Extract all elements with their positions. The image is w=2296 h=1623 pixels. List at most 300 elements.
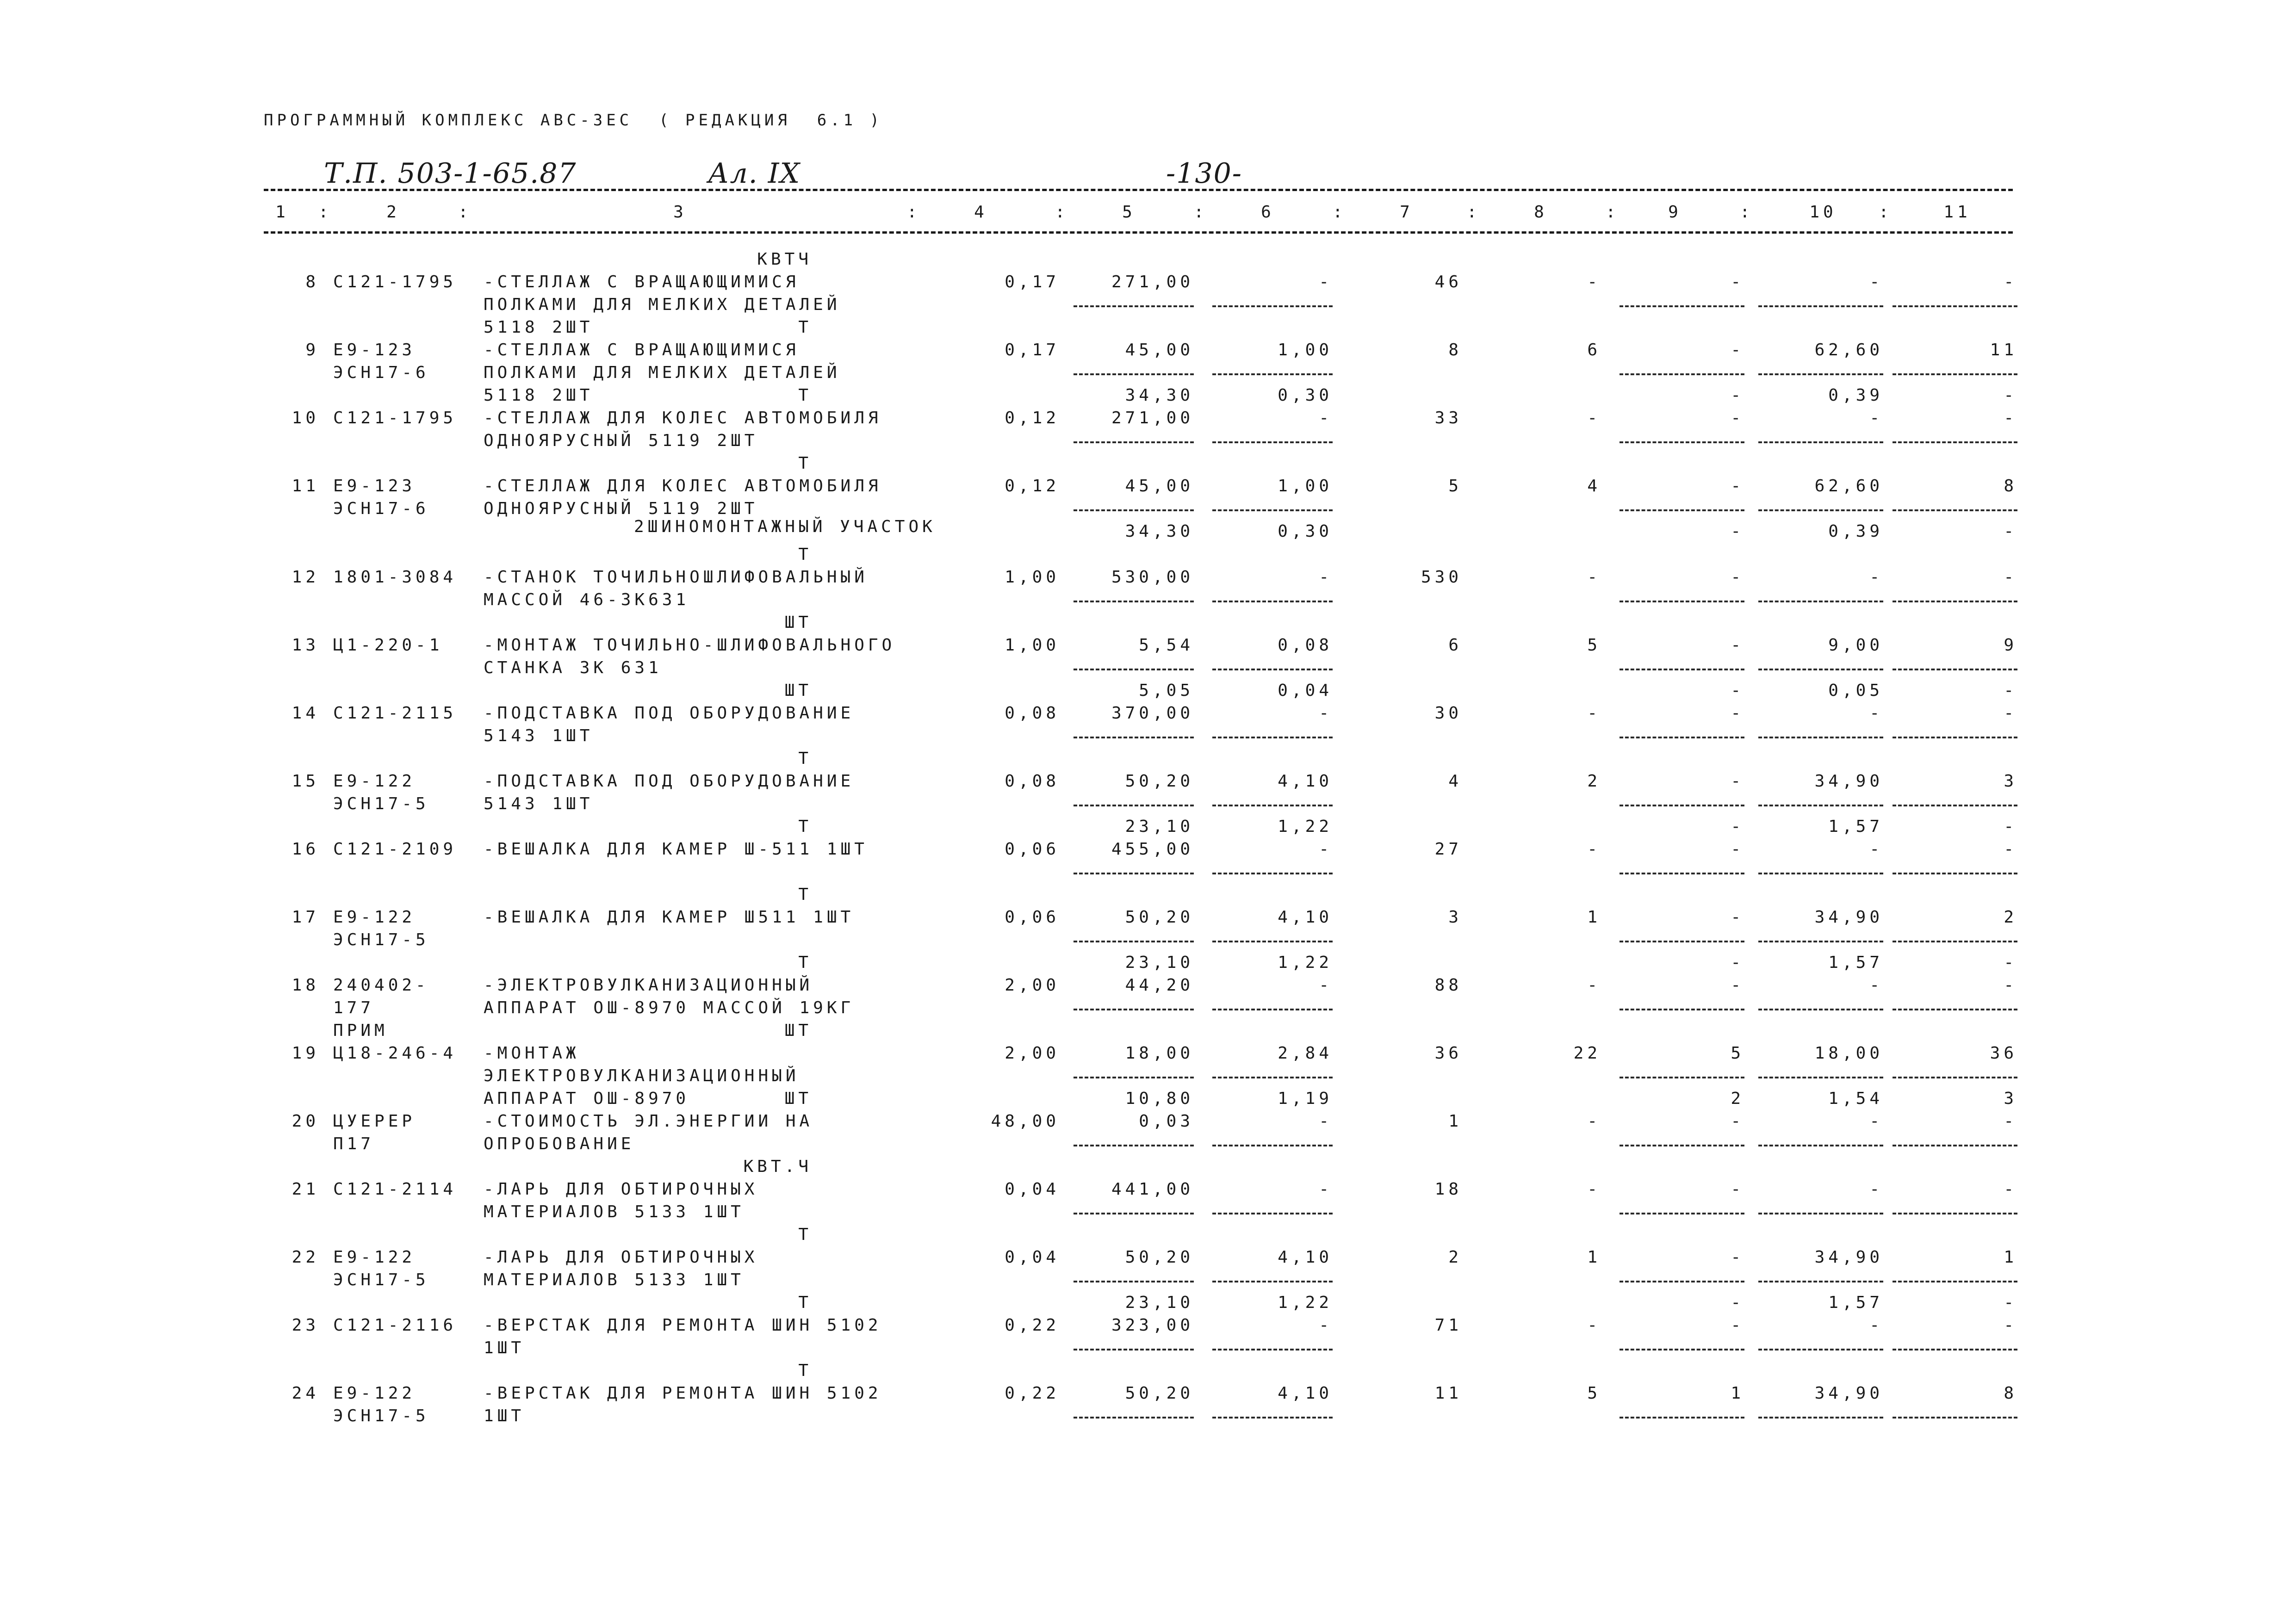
- value-c7: 88: [1434, 976, 1462, 995]
- value-c7: 2: [1448, 1248, 1462, 1267]
- value-c8: -: [1587, 704, 1601, 723]
- cell-divider: [1212, 601, 1333, 602]
- unit-label: Т: [798, 318, 812, 337]
- row-number: 12: [292, 568, 319, 587]
- value-c8: 1: [1587, 1248, 1601, 1267]
- column-separator: :: [1467, 203, 1481, 222]
- value-c10: 34,90: [1814, 1248, 1883, 1267]
- value-c5: 50,20: [1125, 772, 1194, 791]
- value-c11: -: [2004, 568, 2017, 587]
- cell-divider: [1212, 441, 1333, 443]
- item-description: ОДНОЯРУСНЫЙ 5119 2ШТ: [484, 499, 758, 518]
- resource-code: ЭСН17-5: [333, 930, 429, 949]
- item-description: АППАРАТ ОШ-8970 МАССОЙ 19КГ: [484, 998, 855, 1017]
- value-c6: -: [1319, 840, 1333, 859]
- value-c5: 271,00: [1111, 273, 1194, 291]
- header-bottom-rule: [264, 231, 2013, 234]
- column-separator: :: [1740, 203, 1754, 222]
- resource-code: ЭСН17-5: [333, 794, 429, 813]
- resource-code: С121-1795: [333, 273, 457, 291]
- cell-divider: [1074, 373, 1194, 375]
- value-c6: 2,84: [1278, 1044, 1333, 1063]
- cell-divider: [1212, 873, 1333, 874]
- quantity: 0,06: [1005, 908, 1060, 927]
- item-description: 5143 1ШТ: [484, 726, 594, 745]
- value-c8: 1: [1587, 908, 1601, 927]
- cell-divider: [1074, 1213, 1194, 1214]
- value-c5: 455,00: [1111, 840, 1194, 859]
- resource-code: 177: [333, 998, 375, 1017]
- page-number: -130-: [1166, 157, 1243, 190]
- item-description: -СТЕЛЛАЖ ДЛЯ КОЛЕС АВТОМОБИЛЯ: [484, 409, 882, 427]
- row-number: 17: [292, 908, 319, 927]
- unit-label: Т: [798, 386, 812, 405]
- value-c10-sub: 1,57: [1828, 817, 1883, 836]
- cell-divider: [1758, 737, 1883, 738]
- quantity: 1,00: [1005, 636, 1060, 655]
- value-c10-sub: 0,39: [1828, 522, 1883, 541]
- value-c10: -: [1869, 1316, 1883, 1335]
- cell-divider: [1758, 1349, 1883, 1350]
- column-number: 5: [1122, 203, 1136, 222]
- row-number: 14: [292, 704, 319, 723]
- value-c5-sub: 23,10: [1125, 1293, 1194, 1312]
- cell-divider: [1620, 601, 1744, 602]
- value-c9-sub: -: [1731, 1293, 1744, 1312]
- quantity: 48,00: [991, 1112, 1060, 1131]
- value-c5-sub: 23,10: [1125, 817, 1194, 836]
- cell-divider: [1074, 305, 1194, 307]
- cell-divider: [1212, 509, 1333, 511]
- column-separator: :: [1879, 203, 1893, 222]
- row-number: 8: [305, 273, 319, 291]
- resource-code: С121-2109: [333, 840, 457, 859]
- value-c11-sub: -: [2004, 522, 2017, 541]
- column-number: 2: [386, 203, 400, 222]
- value-c10: -: [1869, 1180, 1883, 1199]
- column-separator: :: [1055, 203, 1069, 222]
- cell-divider: [1620, 305, 1744, 307]
- item-description: АППАРАТ ОШ-8970: [484, 1089, 690, 1108]
- resource-code: С121-2114: [333, 1180, 457, 1199]
- row-number: 18: [292, 976, 319, 995]
- row-number: 22: [292, 1248, 319, 1267]
- value-c8: 5: [1587, 1384, 1601, 1403]
- value-c10: 34,90: [1814, 772, 1883, 791]
- cell-divider: [1620, 1417, 1744, 1419]
- value-c11: 2: [2004, 908, 2017, 927]
- value-c8: -: [1587, 273, 1601, 291]
- value-c11: 36: [1990, 1044, 2017, 1063]
- value-c5: 271,00: [1111, 409, 1194, 427]
- value-c6: -: [1319, 568, 1333, 587]
- cell-divider: [1758, 305, 1883, 307]
- value-c9: 5: [1731, 1044, 1744, 1063]
- quantity: 0,04: [1005, 1248, 1060, 1267]
- value-c8: -: [1587, 1112, 1601, 1131]
- resource-code: Ц1-220-1: [333, 636, 443, 655]
- value-c5-sub: 10,80: [1125, 1089, 1194, 1108]
- item-description: -СТОИМОСТЬ ЭЛ.ЭНЕРГИИ НА: [484, 1112, 813, 1131]
- value-c7: 30: [1434, 704, 1462, 723]
- quantity: 2,00: [1005, 976, 1060, 995]
- unit-label: Т: [798, 953, 812, 972]
- value-c10-sub: 0,05: [1828, 681, 1883, 700]
- cell-divider: [1893, 669, 2017, 670]
- value-c5: 45,00: [1125, 341, 1194, 359]
- cell-divider: [1758, 1009, 1883, 1010]
- item-description: СТАНКА 3К 631: [484, 658, 662, 677]
- resource-code: ЭСН17-6: [333, 499, 429, 518]
- value-c7: 3: [1448, 908, 1462, 927]
- cell-divider: [1620, 1145, 1744, 1146]
- value-c9: -: [1731, 1180, 1744, 1199]
- value-c9: -: [1731, 273, 1744, 291]
- cell-divider: [1893, 1281, 2017, 1282]
- value-c5: 50,20: [1125, 1384, 1194, 1403]
- value-c6: -: [1319, 1316, 1333, 1335]
- header-top-rule: [264, 189, 2013, 191]
- item-description: ПОЛКАМИ ДЛЯ МЕЛКИХ ДЕТАЛЕЙ: [484, 295, 841, 314]
- column-separator: :: [1194, 203, 1208, 222]
- value-c6-sub: 1,22: [1278, 1293, 1333, 1312]
- value-c7: 4: [1448, 772, 1462, 791]
- column-separator: :: [458, 203, 472, 222]
- cell-divider: [1074, 737, 1194, 738]
- value-c11-sub: -: [2004, 817, 2017, 836]
- value-c7: 36: [1434, 1044, 1462, 1063]
- row-number: 19: [292, 1044, 319, 1063]
- resource-code: ЭСН17-5: [333, 1406, 429, 1425]
- cell-divider: [1620, 873, 1744, 874]
- album-number: Ал. IX: [708, 157, 801, 190]
- value-c11-sub: -: [2004, 681, 2017, 700]
- unit-label: Т: [798, 749, 812, 768]
- column-separator: :: [907, 203, 921, 222]
- cell-divider: [1074, 669, 1194, 670]
- value-c5: 441,00: [1111, 1180, 1194, 1199]
- quantity: 0,22: [1005, 1316, 1060, 1335]
- value-c6: 4,10: [1278, 1248, 1333, 1267]
- unit-label: Т: [798, 1225, 812, 1244]
- cell-divider: [1893, 1009, 2017, 1010]
- value-c10-sub: 1,57: [1828, 953, 1883, 972]
- column-number: 7: [1400, 203, 1414, 222]
- value-c6-sub: 1,22: [1278, 953, 1333, 972]
- item-description: ОДНОЯРУСНЫЙ 5119 2ШТ: [484, 431, 758, 450]
- value-c7: 5: [1448, 477, 1462, 496]
- value-c7: 27: [1434, 840, 1462, 859]
- unit-label: Т: [798, 885, 812, 904]
- row-number: 9: [305, 341, 319, 359]
- value-c11-sub: -: [2004, 953, 2017, 972]
- item-description: -МОНТАЖ ТОЧИЛЬНО-ШЛИФОВАЛЬНОГО: [484, 636, 896, 655]
- item-description: -ЛАРЬ ДЛЯ ОБТИРОЧНЫХ: [484, 1248, 758, 1267]
- value-c11: -: [2004, 840, 2017, 859]
- cell-divider: [1893, 441, 2017, 443]
- row-number: 10: [292, 409, 319, 427]
- value-c5: 45,00: [1125, 477, 1194, 496]
- value-c6-sub: 0,30: [1278, 386, 1333, 405]
- unit-label: Т: [798, 454, 812, 473]
- item-description: 1ШТ: [484, 1338, 525, 1357]
- value-c10: -: [1869, 840, 1883, 859]
- cell-divider: [1620, 1213, 1744, 1214]
- value-c10: -: [1869, 568, 1883, 587]
- unit-label: Т: [798, 817, 812, 836]
- cell-divider: [1758, 1213, 1883, 1214]
- value-c10: -: [1869, 1112, 1883, 1131]
- value-c5: 18,00: [1125, 1044, 1194, 1063]
- document-code: Т.П. 503-1-65.87: [324, 157, 577, 190]
- value-c8: -: [1587, 840, 1601, 859]
- item-description: -СТЕЛЛАЖ ДЛЯ КОЛЕС АВТОМОБИЛЯ: [484, 477, 882, 496]
- cell-divider: [1212, 305, 1333, 307]
- cell-divider: [1074, 873, 1194, 874]
- cell-divider: [1212, 737, 1333, 738]
- cell-divider: [1212, 1145, 1333, 1146]
- row-number: 21: [292, 1180, 319, 1199]
- value-c11: 11: [1990, 341, 2017, 359]
- value-c8: -: [1587, 409, 1601, 427]
- cell-divider: [1212, 941, 1333, 942]
- value-c6: -: [1319, 704, 1333, 723]
- value-c8: -: [1587, 1180, 1601, 1199]
- unit-label: Т: [798, 545, 812, 564]
- value-c5-sub: 34,30: [1125, 386, 1194, 405]
- value-c8: 5: [1587, 636, 1601, 655]
- column-number: 11: [1943, 203, 1971, 222]
- cell-divider: [1620, 941, 1744, 942]
- item-description: ЭЛЕКТРОВУЛКАНИЗАЦИОННЫЙ: [484, 1066, 800, 1085]
- item-description: -МОНТАЖ: [484, 1044, 580, 1063]
- value-c11: 3: [2004, 772, 2017, 791]
- item-description: 1ШТ: [484, 1406, 525, 1425]
- cell-divider: [1620, 509, 1744, 511]
- value-c7: 33: [1434, 409, 1462, 427]
- value-c10: 18,00: [1814, 1044, 1883, 1063]
- cell-divider: [1893, 601, 2017, 602]
- cell-divider: [1893, 737, 2017, 738]
- column-separator: :: [318, 203, 332, 222]
- value-c6: 4,10: [1278, 908, 1333, 927]
- cell-divider: [1758, 805, 1883, 806]
- item-description: МАТЕРИАЛОВ 5133 1ШТ: [484, 1202, 745, 1221]
- cell-divider: [1620, 1077, 1744, 1078]
- value-c9-sub: -: [1731, 681, 1744, 700]
- cell-divider: [1074, 1417, 1194, 1419]
- cell-divider: [1893, 305, 2017, 307]
- quantity: 0,17: [1005, 341, 1060, 359]
- cell-divider: [1758, 1077, 1883, 1078]
- value-c5: 50,20: [1125, 908, 1194, 927]
- value-c5: 5,54: [1139, 636, 1194, 655]
- value-c11: 8: [2004, 477, 2017, 496]
- cell-divider: [1620, 737, 1744, 738]
- cell-divider: [1074, 1281, 1194, 1282]
- cell-divider: [1620, 669, 1744, 670]
- cell-divider: [1212, 669, 1333, 670]
- value-c10: -: [1869, 976, 1883, 995]
- item-description: -ЭЛЕКТРОВУЛКАНИЗАЦИОННЫЙ: [484, 976, 813, 995]
- value-c6: -: [1319, 1180, 1333, 1199]
- resource-code: Е9-122: [333, 772, 416, 791]
- value-c9: -: [1731, 477, 1744, 496]
- value-c9: -: [1731, 1248, 1744, 1267]
- row-number: 23: [292, 1316, 319, 1335]
- cell-divider: [1074, 1009, 1194, 1010]
- cell-divider: [1212, 1417, 1333, 1419]
- cell-divider: [1758, 601, 1883, 602]
- value-c11: -: [2004, 976, 2017, 995]
- cell-divider: [1758, 669, 1883, 670]
- value-c9-sub: -: [1731, 522, 1744, 541]
- item-description: -ЛАРЬ ДЛЯ ОБТИРОЧНЫХ: [484, 1180, 758, 1199]
- resource-code: ПРИМ: [333, 1021, 388, 1040]
- cell-divider: [1074, 941, 1194, 942]
- value-c11-sub: -: [2004, 1293, 2017, 1312]
- value-c11: -: [2004, 273, 2017, 291]
- item-description: 5118 2ШТ: [484, 318, 594, 337]
- value-c11: 1: [2004, 1248, 2017, 1267]
- value-c8: 6: [1587, 341, 1601, 359]
- cell-divider: [1893, 873, 2017, 874]
- column-separator: :: [1606, 203, 1620, 222]
- cell-divider: [1893, 1213, 2017, 1214]
- cell-divider: [1893, 1349, 2017, 1350]
- value-c11: 9: [2004, 636, 2017, 655]
- resource-code: ЭСН17-5: [333, 1270, 429, 1289]
- value-c9-sub: -: [1731, 817, 1744, 836]
- value-c5-sub: 5,05: [1139, 681, 1194, 700]
- cell-divider: [1758, 941, 1883, 942]
- value-c11-sub: 3: [2004, 1089, 2017, 1108]
- value-c8: 22: [1573, 1044, 1601, 1063]
- value-c9: -: [1731, 568, 1744, 587]
- item-description: -СТЕЛЛАЖ С ВРАЩАЮЩИМИСЯ: [484, 341, 800, 359]
- resource-code: С121-1795: [333, 409, 457, 427]
- value-c6-sub: 0,30: [1278, 522, 1333, 541]
- value-c6: -: [1319, 976, 1333, 995]
- resource-code: Е9-123: [333, 341, 416, 359]
- row-number: 13: [292, 636, 319, 655]
- value-c7: 18: [1434, 1180, 1462, 1199]
- section-title: 2ШИНОМОНТАЖНЫЙ УЧАСТОК: [634, 517, 936, 536]
- quantity: 0,22: [1005, 1384, 1060, 1403]
- resource-code: Ц18-246-4: [333, 1044, 457, 1063]
- quantity: 0,06: [1005, 840, 1060, 859]
- value-c5-sub: 34,30: [1125, 522, 1194, 541]
- cell-divider: [1074, 1145, 1194, 1146]
- value-c6: -: [1319, 273, 1333, 291]
- cell-divider: [1212, 1281, 1333, 1282]
- column-number: 6: [1261, 203, 1275, 222]
- value-c11: -: [2004, 409, 2017, 427]
- cell-divider: [1074, 805, 1194, 806]
- value-c5: 0,03: [1139, 1112, 1194, 1131]
- value-c6-sub: 1,22: [1278, 817, 1333, 836]
- cell-divider: [1074, 441, 1194, 443]
- resource-code: Е9-122: [333, 908, 416, 927]
- column-number: 10: [1809, 203, 1837, 222]
- cell-divider: [1893, 509, 2017, 511]
- item-description: ПОЛКАМИ ДЛЯ МЕЛКИХ ДЕТАЛЕЙ: [484, 363, 841, 382]
- resource-code: Е9-123: [333, 477, 416, 496]
- cell-divider: [1620, 373, 1744, 375]
- cell-divider: [1212, 373, 1333, 375]
- cell-divider: [1074, 1077, 1194, 1078]
- cell-divider: [1620, 805, 1744, 806]
- value-c9: -: [1731, 1316, 1744, 1335]
- resource-code: Е9-122: [333, 1248, 416, 1267]
- value-c9: -: [1731, 704, 1744, 723]
- cell-divider: [1758, 373, 1883, 375]
- cell-divider: [1758, 1281, 1883, 1282]
- resource-code: ЭСН17-6: [333, 363, 429, 382]
- value-c9: -: [1731, 976, 1744, 995]
- column-number: 8: [1534, 203, 1548, 222]
- value-c10: 34,90: [1814, 1384, 1883, 1403]
- item-description: ОПРОБОВАНИЕ: [484, 1134, 635, 1153]
- value-c10-sub: 1,54: [1828, 1089, 1883, 1108]
- cell-divider: [1758, 873, 1883, 874]
- value-c10-sub: 0,39: [1828, 386, 1883, 405]
- item-description: 5143 1ШТ: [484, 794, 594, 813]
- row-number: 20: [292, 1112, 319, 1131]
- value-c10: -: [1869, 704, 1883, 723]
- value-c9: -: [1731, 409, 1744, 427]
- value-c9-sub: 2: [1731, 1089, 1744, 1108]
- value-c8: -: [1587, 568, 1601, 587]
- cell-divider: [1212, 1349, 1333, 1350]
- cell-divider: [1893, 1417, 2017, 1419]
- cell-divider: [1893, 1077, 2017, 1078]
- column-number: 3: [673, 203, 687, 222]
- resource-code: 240402-: [333, 976, 429, 995]
- row-number: 16: [292, 840, 319, 859]
- value-c7: 530: [1421, 568, 1462, 587]
- cell-divider: [1074, 1349, 1194, 1350]
- item-description: -ПОДСТАВКА ПОД ОБОРУДОВАНИЕ: [484, 704, 855, 723]
- value-c7: 1: [1448, 1112, 1462, 1131]
- value-c7: 11: [1434, 1384, 1462, 1403]
- value-c9: 1: [1731, 1384, 1744, 1403]
- quantity: 0,17: [1005, 273, 1060, 291]
- quantity: 0,12: [1005, 409, 1060, 427]
- value-c5: 323,00: [1111, 1316, 1194, 1335]
- value-c11: 8: [2004, 1384, 2017, 1403]
- value-c11-sub: -: [2004, 386, 2017, 405]
- column-number: 1: [275, 203, 289, 222]
- value-c10: 34,90: [1814, 908, 1883, 927]
- cell-divider: [1074, 509, 1194, 511]
- row-number: 24: [292, 1384, 319, 1403]
- unit-label: КВТ.Ч: [743, 1157, 812, 1176]
- quantity: 0,08: [1005, 704, 1060, 723]
- quantity: 2,00: [1005, 1044, 1060, 1063]
- cell-divider: [1620, 1281, 1744, 1282]
- item-description: -ВЕШАЛКА ДЛЯ КАМЕР Ш-511 1ШТ: [484, 840, 868, 859]
- value-c5: 530,00: [1111, 568, 1194, 587]
- value-c7: 8: [1448, 341, 1462, 359]
- value-c11: -: [2004, 1112, 2017, 1131]
- cell-divider: [1620, 441, 1744, 443]
- item-description: -ПОДСТАВКА ПОД ОБОРУДОВАНИЕ: [484, 772, 855, 791]
- cell-divider: [1758, 1145, 1883, 1146]
- cell-divider: [1893, 805, 2017, 806]
- resource-code: П17: [333, 1134, 375, 1153]
- value-c10: 9,00: [1828, 636, 1883, 655]
